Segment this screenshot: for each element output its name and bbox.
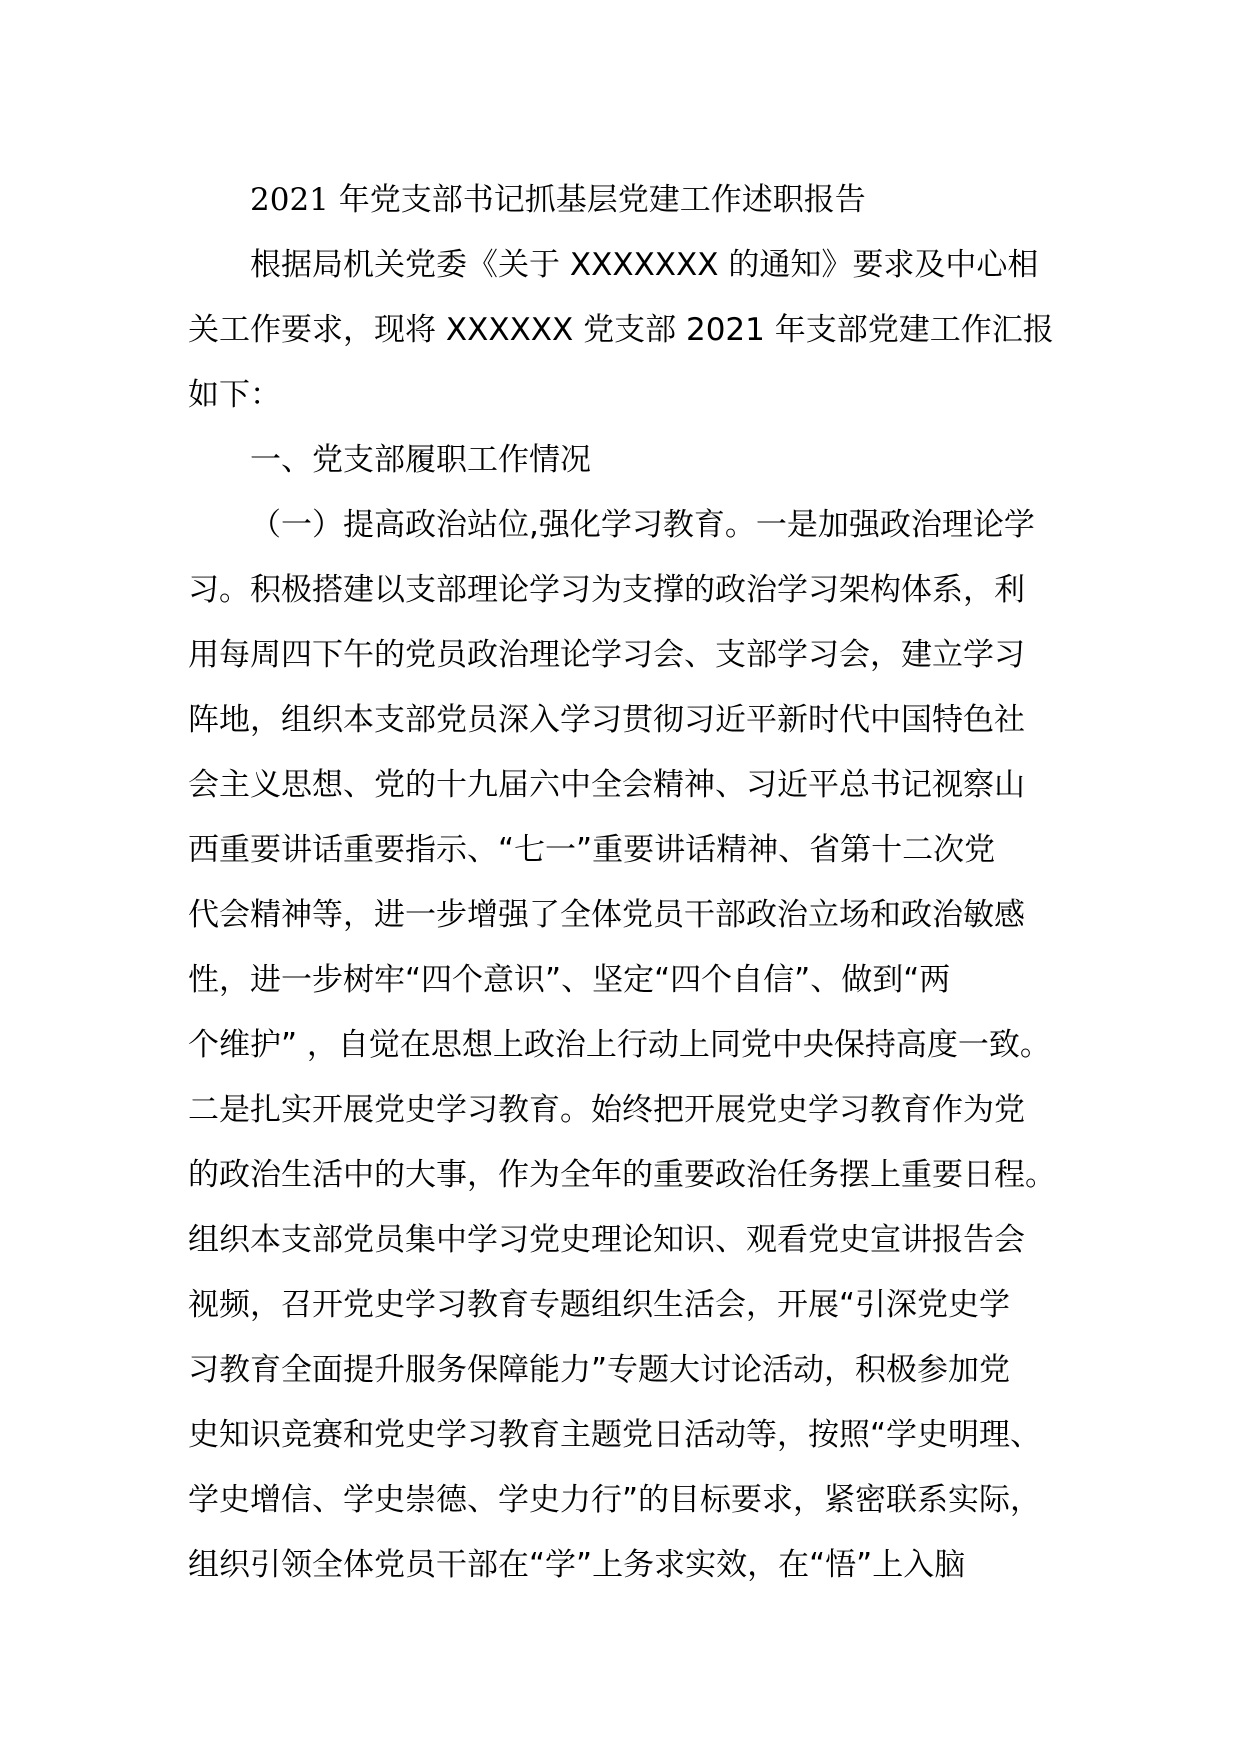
document-title: 2021 年党支部书记抓基层党建工作述职报告	[250, 182, 866, 218]
paragraph-line: 习教育全面提升服务保障能力”专题大讨论活动，积极参加党	[188, 1352, 1011, 1388]
paragraph-line: 史知识竞赛和党史学习教育主题党日活动等，按照“学史明理、	[188, 1417, 1042, 1453]
paragraph-line: 用每周四下午的党员政治理论学习会、支部学习会，建立学习	[188, 637, 1025, 673]
paragraph-line: 如下：	[188, 377, 281, 413]
paragraph-line: 习。积极搭建以支部理论学习为支撑的政治学习架构体系，利	[188, 572, 1025, 608]
paragraph-line: 代会精神等，进一步增强了全体党员干部政治立场和政治敏感	[188, 897, 1025, 933]
paragraph-line: 个维护” ，自觉在思想上政治上行动上同党中央保持高度一致。	[188, 1027, 1051, 1063]
paragraph-line: 西重要讲话重要指示、“七一”重要讲话精神、省第十二次党	[188, 832, 996, 868]
section-heading: 一、党支部履职工作情况	[250, 442, 591, 478]
paragraph-line: 的政治生活中的大事，作为全年的重要政治任务摆上重要日程。	[188, 1157, 1056, 1193]
paragraph-line: 二是扎实开展党史学习教育。始终把开展党史学习教育作为党	[188, 1092, 1025, 1128]
subsection-heading-line: （一）提高政治站位,强化学习教育。一是加强政治理论学	[250, 507, 1035, 543]
paragraph-line: 阵地，组织本支部党员深入学习贯彻习近平新时代中国特色社	[188, 702, 1025, 738]
paragraph-line: 会主义思想、党的十九届六中全会精神、习近平总书记视察山	[188, 767, 1025, 803]
paragraph-line: 组织引领全体党员干部在“学”上务求实效，在“悟”上入脑	[188, 1547, 966, 1583]
document-body	[188, 168, 1068, 1598]
paragraph-line: 根据局机关党委《关于 XXXXXXX 的通知》要求及中心相	[250, 247, 1039, 283]
paragraph-line: 性，进一步树牢“四个意识”、坚定“四个自信”、做到“两	[188, 962, 951, 998]
paragraph-line: 关工作要求，现将 XXXXXX 党支部 2021 年支部党建工作汇报	[188, 312, 1054, 348]
paragraph-line: 学史增信、学史崇德、学史力行”的目标要求，紧密联系实际，	[188, 1482, 1042, 1518]
paragraph-line: 视频，召开党史学习教育专题组织生活会，开展“引深党史学	[188, 1287, 1011, 1323]
paragraph-line: 组织本支部党员集中学习党史理论知识、观看党史宣讲报告会	[188, 1222, 1025, 1258]
